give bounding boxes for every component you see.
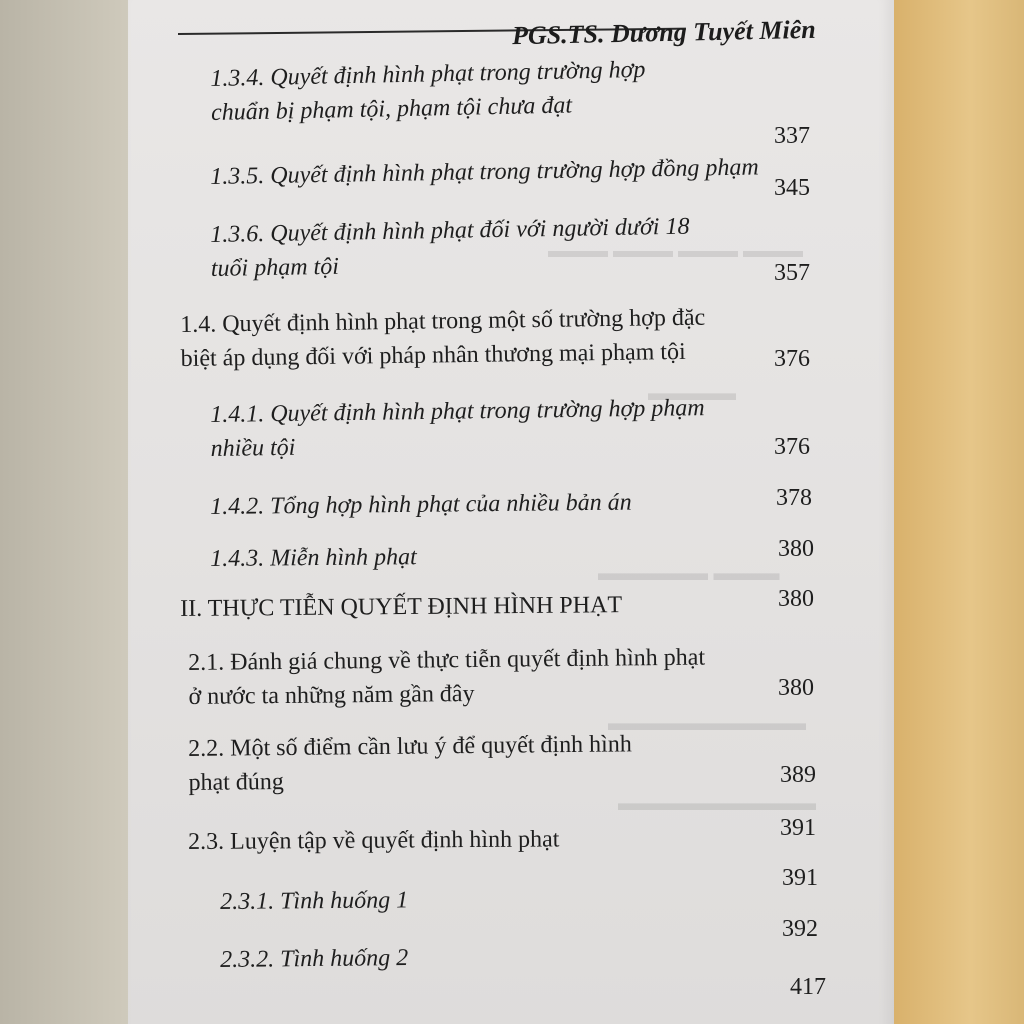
toc-page-number: 337 [774,123,810,149]
toc-entry-line: phạt đúng [188,768,284,796]
toc-entry-line: 1.3.4. Quyết định hình phạt trong trường hợp [210,56,646,92]
toc-entry-line: 1.4.3. Miễn hình phạt [210,544,417,572]
toc-page-number: 376 [774,346,810,372]
toc-page-number: 391 [780,815,816,841]
toc-page-number: 376 [774,434,810,460]
toc-page-number: 357 [774,260,810,286]
toc-page-number: 380 [778,586,814,612]
book-page [128,0,894,1024]
background-right [890,0,1024,1024]
toc-entry [210,486,632,524]
toc-entry-line: 1.4.1. Quyết định hình phạt trong trường hợp phạm [210,395,705,428]
bleed-through: ▬▬▬ ▬▬▬ ▬▬▬ ▬▬▬ [548,240,803,262]
toc-page-number: 392 [782,916,818,942]
toc-entry-line: 1.3.6. Quyết định hình phạt đối với người dưới 18 [210,213,690,248]
toc-entry [210,540,417,576]
toc-page-number: 391 [782,865,818,891]
toc-entry-line: biệt áp dụng đối với pháp nhân thương mại phạm tội [180,338,686,372]
toc-entry-line: 2.3. Luyện tập về quyết định hình phạt [188,826,560,855]
toc-page-number: 389 [780,762,816,788]
bleed-through: ▬▬▬▬ [648,380,736,405]
toc-entry [188,641,706,714]
toc-entry-line: 2.2. Một số điểm cần lưu ý để quyết định hình [188,731,632,762]
toc-entry-line: 2.3.1. Tình huống 1 [220,887,409,915]
toc-entry [210,150,759,194]
toc-entry-line: chuẩn bị phạm tội, phạm tội chưa đạt [210,92,573,126]
toc-entry [210,210,690,286]
toc-entry-line: tuổi phạm tội [210,253,340,282]
background-left [0,0,130,1024]
toc-page-number: 417 [790,974,826,1000]
toc-entry [210,391,705,466]
toc-page-number: 380 [778,536,814,562]
toc-entry [220,883,408,919]
toc-entry [188,822,559,859]
toc-entry-line: 1.4. Quyết định hình phạt trong một số trường hợp đặc [180,304,706,338]
toc-entry-line: nhiều tội [210,434,296,462]
toc-entry-line: 1.3.5. Quyết định hình phạt trong trường hợp đồng phạm [210,154,759,190]
toc-entry-line: ở nước ta những năm gần đây [188,681,475,710]
toc-entry-line: II. THỰC TIỄN QUYẾT ĐỊNH HÌNH PHẠT [180,592,623,622]
toc-page-number: 380 [778,675,814,701]
bleed-through: ▬▬▬▬▬▬▬▬▬ [608,710,806,735]
toc-entry [180,588,622,626]
toc-entry-line: 1.4.2. Tổng hợp hình phạt của nhiều bản án [210,489,632,520]
toc-entry-line: 2.3.2. Tình huống 2 [220,945,409,973]
toc-entry [180,301,706,376]
toc-entry-line: 2.1. Đánh giá chung về thực tiễn quyết định hình phạt [188,644,706,676]
toc-entry [210,53,646,130]
table-of-contents [128,0,894,1024]
bleed-through: ▬▬▬▬▬ ▬▬▬ [598,560,780,585]
bleed-through: ▬▬▬▬▬▬▬▬▬ [618,790,816,815]
running-header: PGS.TS. Dương Tuyết Miên [511,14,817,51]
toc-page-number: 378 [776,485,812,511]
toc-entry [220,941,408,977]
toc-entry [188,727,632,800]
toc-page-number: 345 [774,175,810,201]
